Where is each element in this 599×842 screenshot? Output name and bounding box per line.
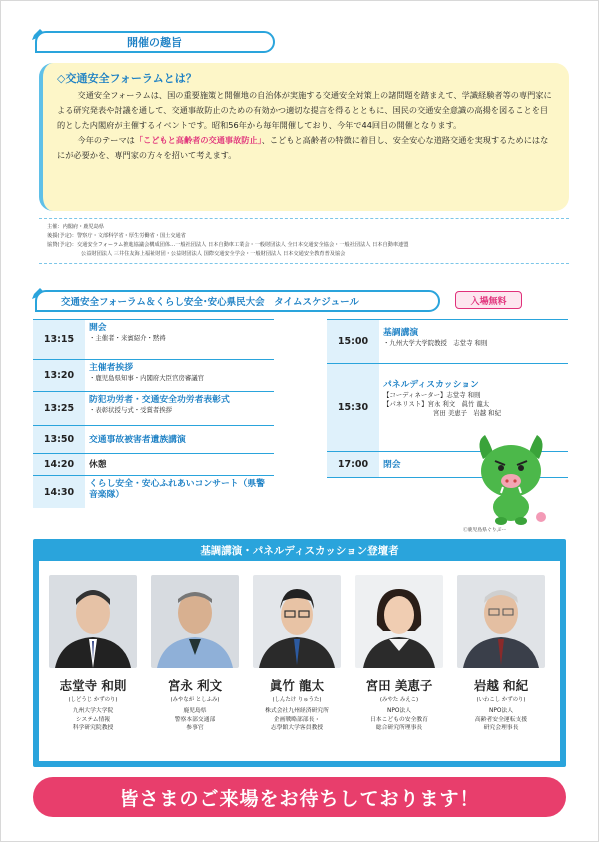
purpose-paragraph-1: 交通安全フォーラムは、国の重要施策と開催地の自治体が実施する交通安全対策上の諸問題を踏まえて、学識経験者等の専門家による研究発表や討議を通して、交通事故防止のための有効かつ適切な提言を得るとともに、国民の交通安全意識の高揚を図ることを目的とした内閣府が主催するイベントです。昭和56年から毎年開催しており、今年で44回目の開催となります。 [57,90,552,130]
speaker-photo [151,575,239,668]
pen-icon [31,288,43,300]
divider [39,263,569,264]
schedule-row [327,320,568,364]
speaker-kana: (いわこし かずのり) [476,697,526,703]
speaker-card: 志堂寺 和則 (しどうじ かずのり) 九州大学大学院 システム情報 科学研究院教授 [47,575,139,733]
schedule-row [33,476,274,508]
schedule-event: 基調講演 [383,328,419,338]
speakers-header: 基調講演・パネルディスカッション登壇者 [200,545,399,557]
purpose-header [35,31,275,53]
speaker-photo [49,575,137,668]
free-admission-badge: 入場無料 [455,291,522,309]
speakers-section [33,539,566,767]
schedule-header-text: 交通安全フォーラム＆くらし安全･安心県民大会 タイムスケジュール [61,297,359,308]
welcome-banner: 皆さまのご来場をお待ちしております！ [33,777,566,817]
purpose-title: ◇交通安全フォーラムとは？ [57,72,197,85]
speaker-kana: (しんたけ りゅうた) [272,697,322,703]
schedule-detail: ・鹿児島県知事・内閣府大臣官房審議官 [89,374,205,382]
theme-highlight: 「こどもと高齢者の交通事故防止」 [134,135,262,145]
schedule-time: 14:20 [33,454,85,475]
speaker-name: 岩越 和紀 [473,678,529,693]
organizer-coop-1: 協賛(予定)：交通安全フォーラム推進協議会構成団体…一般社団法人 日本自動車工業会・一般財団法人 全日本交通安全協会・一般社団法人 日本自動車連盟 [47,242,409,248]
schedule-left [33,319,274,508]
speaker-card: 岩越 和紀 (いわこし かずのり) NPO法人 高齢者安全運転支援 研究会理事長 [455,575,547,733]
speaker-kana: (みやた みえこ) [379,697,419,703]
speaker-card: 宮永 利文 (みやなが としふみ) 鹿児島県 警察本部交通部 参事官 [149,575,241,733]
schedule-row [33,426,274,454]
schedule-time: 14:30 [33,476,85,508]
purpose-box [39,63,569,211]
purpose-paragraph-2: 今年のテーマは「こどもと高齢者の交通事故防止」、こどもと高齢者の特徴に着目し、安全安心な道路交通を実現するためにはなにが必要かを、専門家の方々を招いて考えます。 [57,135,549,160]
schedule-time: 13:20 [33,360,85,391]
schedule-detail: 宮田 美恵子 岩越 和紀 [433,409,501,417]
schedule-event: 開会 [89,323,107,333]
speaker-photo [253,575,341,668]
schedule-time: 13:50 [33,426,85,453]
speaker-card: 眞竹 龍太 (しんたけ りゅうた) 株式会社九州経済研究所 企画戦略部部長・ 志學館大学客員教授 [251,575,343,733]
divider [39,218,569,219]
speaker-name: 志堂寺 和則 [59,678,127,693]
mascot-credit: Ⓒ鹿児島県ぐりぶー [463,528,507,533]
schedule-detail: ・表彰状授与式・受賞者挨拶 [89,406,173,414]
schedule-time: 13:15 [33,320,85,359]
speaker-name: 宮永 利文 [167,678,223,693]
schedule-detail: ・九州大学大学院教授 志堂寺 和則 [383,339,488,347]
schedule-event: 休憩 [89,459,107,470]
organizer-coop-2: 公益財団法人 三井住友海上福祉財団・公益財団法人 国際交通安全学会・一般財団法人 日本交通安全教育普及協会 [81,251,346,257]
schedule-event: 主催者挨拶 [89,363,133,373]
schedule-row [33,454,274,476]
schedule-event: 交通事故被害者遺族講演 [89,434,186,445]
speaker-name: 宮田 美恵子 [365,678,433,693]
schedule-row [33,320,274,360]
schedule-event: パネルディスカッション [383,380,479,390]
schedule-detail: 【パネリスト】宮永 利文 眞竹 龍太 [383,400,490,408]
speaker-card: 宮田 美恵子 (みやた みえこ) NPO法人 日本こどもの安全教育 総合研究所理事長 [353,575,445,733]
schedule-time: 15:30 [327,364,379,451]
speaker-kana: (しどうじ かずのり) [68,697,118,703]
organizer-support: 後援(予定)：警察庁・文部科学省・厚生労働省・国土交通省 [47,233,186,239]
schedule-time: 13:25 [33,392,85,425]
schedule-event: 防犯功労者・交通安全功労者表彰式 [89,395,230,405]
schedule-time: 17:00 [327,452,379,477]
pen-icon [31,29,43,41]
schedule-header [35,290,440,312]
speaker-kana: (みやなが としふみ) [170,697,220,703]
schedule-detail: ・主催者・来賓紹介・黙祷 [89,334,166,342]
speakers-panel [39,561,560,761]
schedule-row [33,392,274,426]
speaker-name: 眞竹 龍太 [269,678,325,693]
organizer-host: 主催：内閣府・鹿児島県 [47,224,105,230]
purpose-header-text: 開催の趣旨 [127,36,182,49]
speaker-photo [457,575,545,668]
schedule-event: くらし安全・安心ふれあいコンサート（県警音楽隊） [89,479,265,500]
schedule-row [33,360,274,392]
schedule-time: 15:00 [327,320,379,363]
mascot-guribu-icon [471,431,551,525]
schedule-detail: 【コーディネーター】志堂寺 和則 [383,391,481,399]
schedule-event: 閉会 [383,459,401,470]
speaker-photo [355,575,443,668]
